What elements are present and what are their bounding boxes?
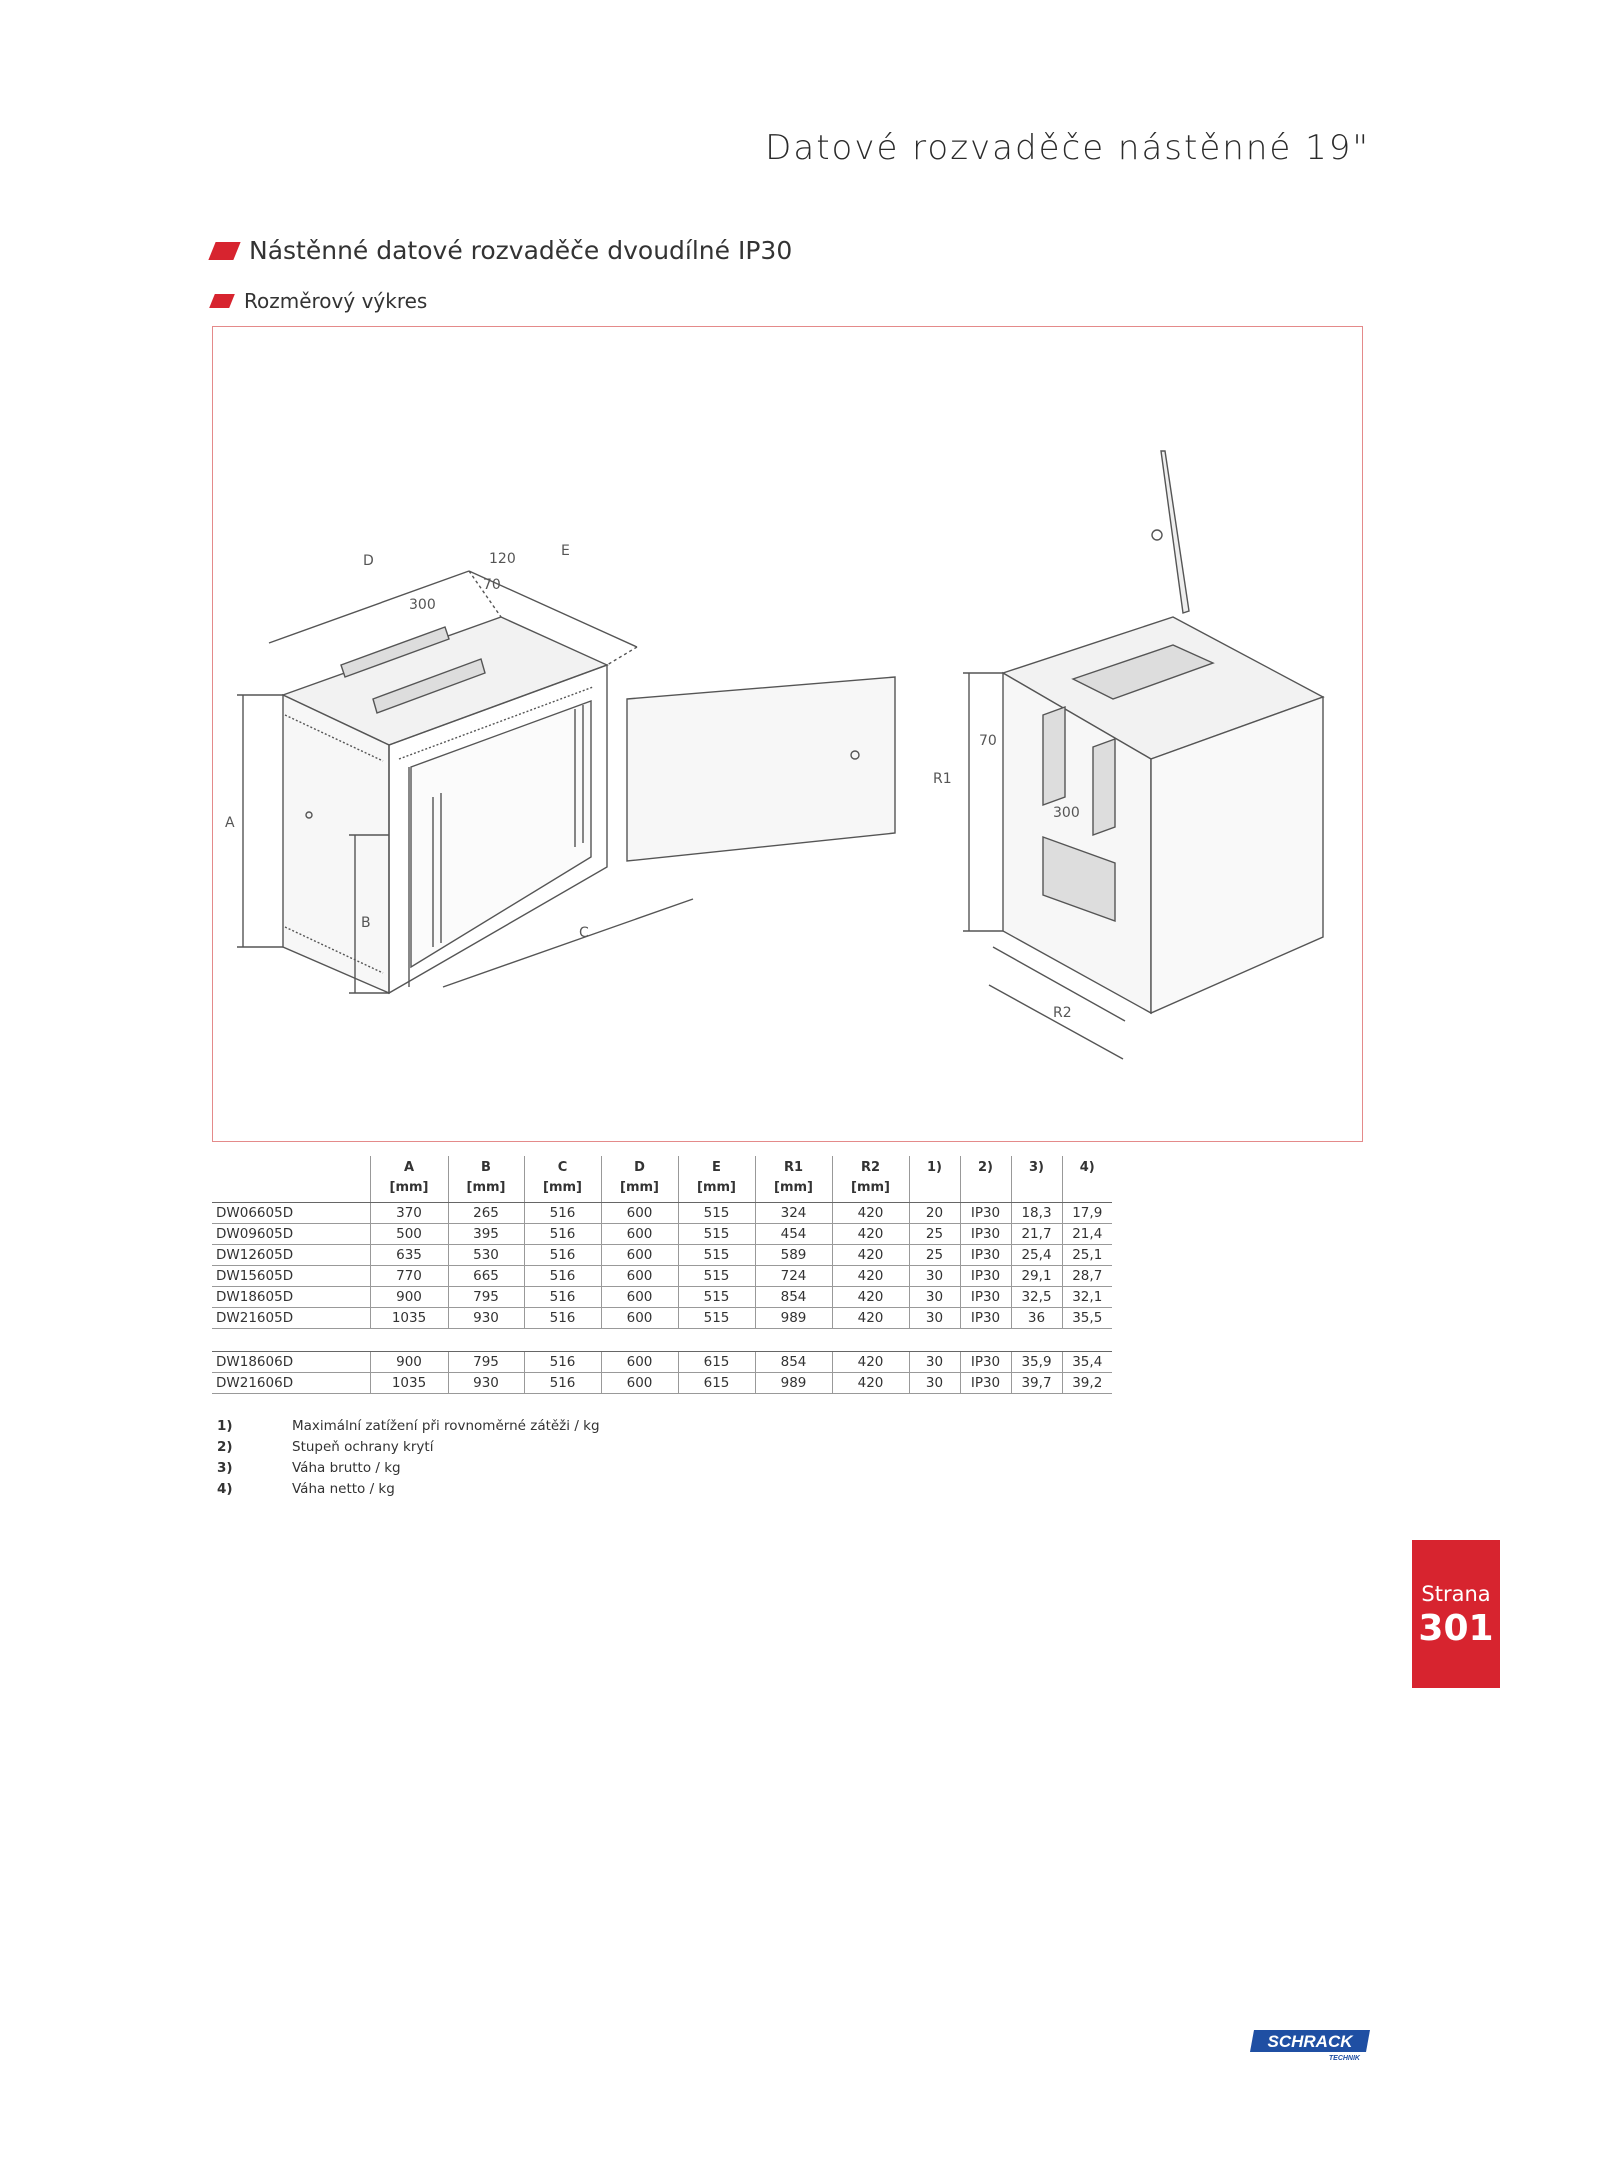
table-cell: 32,5 [1011,1287,1062,1308]
table-cell: IP30 [960,1308,1011,1329]
model-cell: DW09605D [212,1224,370,1245]
table-cell: 989 [755,1308,832,1329]
table-cell: 600 [601,1266,678,1287]
table-cell: 39,2 [1062,1373,1112,1394]
table-cell: 370 [370,1203,448,1224]
dim-label-r1: R1 [933,771,952,787]
table-cell: 615 [678,1352,755,1373]
table-cell: 420 [832,1224,909,1245]
table-cell: 615 [678,1373,755,1394]
red-bullet-icon [209,294,235,308]
table-header-cell: 1) [909,1156,960,1203]
table-header-cell [212,1156,370,1203]
table-header-cell: D [mm] [601,1156,678,1203]
table-cell: 930 [448,1373,524,1394]
table-cell: 420 [832,1245,909,1266]
table-cell: 420 [832,1352,909,1373]
model-cell: DW21606D [212,1373,370,1394]
table-cell: 795 [448,1287,524,1308]
table-header-cell: 4) [1062,1156,1112,1203]
table-cell: 530 [448,1245,524,1266]
table-header-cell: R1 [mm] [755,1156,832,1203]
table-row [212,1287,1112,1308]
svg-text:TECHNIK: TECHNIK [1328,2055,1360,2062]
table-cell: 600 [601,1224,678,1245]
table-cell: 515 [678,1287,755,1308]
table-cell: 28,7 [1062,1266,1112,1287]
table-cell: 516 [524,1308,601,1329]
table-cell: 39,7 [1011,1373,1062,1394]
model-cell: DW21605D [212,1308,370,1329]
table-row [212,1308,1112,1329]
table-cell: 17,9 [1062,1203,1112,1224]
dim-label-300-right: 300 [1053,805,1080,821]
table-cell: IP30 [960,1245,1011,1266]
table-row [212,1203,1112,1224]
dim-label-d: D [363,553,374,569]
table-cell: 515 [678,1224,755,1245]
table-cell: 324 [755,1203,832,1224]
table-cell: 854 [755,1352,832,1373]
table-cell: 420 [832,1287,909,1308]
table-cell: 395 [448,1224,524,1245]
table-cell: 516 [524,1287,601,1308]
left-cabinet-door [627,677,895,861]
table-cell: 900 [370,1287,448,1308]
dim-label-120: 120 [489,551,516,567]
table-header-cell: 2) [960,1156,1011,1203]
table-cell: 265 [448,1203,524,1224]
table-cell: 795 [448,1352,524,1373]
table-cell: 989 [755,1373,832,1394]
table-cell: 516 [524,1245,601,1266]
model-cell: DW15605D [212,1266,370,1287]
table-cell: 25,1 [1062,1245,1112,1266]
table-cell: 516 [524,1266,601,1287]
table-cell: IP30 [960,1352,1011,1373]
table-row [212,1373,1112,1394]
table-header-cell: A [mm] [370,1156,448,1203]
table-cell: 30 [909,1352,960,1373]
dimension-drawing [212,326,1363,1142]
section-heading-text: Nástěnné datové rozvaděče dvoudílné IP30 [249,236,793,265]
section-heading [212,236,792,265]
model-cell: DW06605D [212,1203,370,1224]
table-cell: 30 [909,1373,960,1394]
table-cell: 420 [832,1203,909,1224]
page-title: Datové rozvaděče nástěnné 19" [765,128,1370,168]
table-cell: 515 [678,1308,755,1329]
table-group-gap [212,1329,1112,1352]
table-cell: 21,4 [1062,1224,1112,1245]
table-cell: 35,9 [1011,1352,1062,1373]
page-number-badge [1412,1540,1500,1688]
table-cell: 600 [601,1308,678,1329]
table-row [212,1224,1112,1245]
cabinet-drawing-svg [213,327,1362,1141]
table-cell: 1035 [370,1308,448,1329]
table-cell: 516 [524,1373,601,1394]
table-cell: 930 [448,1308,524,1329]
table-row [212,1266,1112,1287]
table-row [212,1352,1112,1373]
dim-label-b: B [361,915,371,931]
table-cell: 665 [448,1266,524,1287]
table-cell: 600 [601,1287,678,1308]
section-subheading-text: Rozměrový výkres [244,289,428,313]
table-cell: 515 [678,1245,755,1266]
table-cell: 500 [370,1224,448,1245]
table-cell: 20 [909,1203,960,1224]
table-header-cell: R2 [mm] [832,1156,909,1203]
table-cell: 30 [909,1287,960,1308]
table-cell: IP30 [960,1203,1011,1224]
footnote-row: 3) Váha brutto / kg [217,1459,401,1476]
table-cell: 18,3 [1011,1203,1062,1224]
table-cell: 770 [370,1266,448,1287]
table-cell: 600 [601,1352,678,1373]
svg-text:SCHRACK: SCHRACK [1267,2032,1353,2051]
spec-table [212,1156,1112,1394]
table-header-cell: B [mm] [448,1156,524,1203]
red-bullet-icon [208,242,240,260]
table-cell: 25 [909,1224,960,1245]
table-cell: 30 [909,1308,960,1329]
table-cell: 454 [755,1224,832,1245]
table-cell: 854 [755,1287,832,1308]
dim-label-70: 70 [483,577,501,593]
model-cell: DW18606D [212,1352,370,1373]
model-cell: DW12605D [212,1245,370,1266]
table-header-cell: 3) [1011,1156,1062,1203]
table-cell: 29,1 [1011,1266,1062,1287]
footnote-row: 4) Váha netto / kg [217,1480,395,1497]
dim-label-e: E [561,543,570,559]
table-cell: 589 [755,1245,832,1266]
table-cell: IP30 [960,1287,1011,1308]
table-cell: 25 [909,1245,960,1266]
schrack-logo [1248,2026,1372,2062]
table-cell: 420 [832,1308,909,1329]
table-cell: 600 [601,1245,678,1266]
table-cell: 30 [909,1266,960,1287]
page-badge-label: Strana [1421,1582,1491,1606]
dim-label-c: C [579,925,589,941]
model-cell: DW18605D [212,1287,370,1308]
table-cell: 515 [678,1266,755,1287]
table-header-cell: E [mm] [678,1156,755,1203]
table-cell: 32,1 [1062,1287,1112,1308]
footnote-row: 1) Maximální zatížení při rovnoměrné zátěži / kg [217,1417,600,1434]
footnotes [217,1415,600,1499]
left-cabinet-opening [411,701,591,967]
table-cell: 515 [678,1203,755,1224]
table-cell: 900 [370,1352,448,1373]
table-header-row [212,1156,1112,1203]
dim-label-300: 300 [409,597,436,613]
table-cell: 600 [601,1373,678,1394]
table-cell: 420 [832,1373,909,1394]
table-row [212,1245,1112,1266]
dim-label-70-right: 70 [979,733,997,749]
table-cell: 1035 [370,1373,448,1394]
table-cell: 516 [524,1224,601,1245]
table-cell: 635 [370,1245,448,1266]
table-cell: 35,4 [1062,1352,1112,1373]
dim-label-r2: R2 [1053,1005,1072,1021]
right-cabinet-mount [1161,451,1189,613]
table-cell: 516 [524,1352,601,1373]
table-cell: 420 [832,1266,909,1287]
table-cell: 516 [524,1203,601,1224]
dim-label-a: A [225,815,235,831]
page-badge-number: 301 [1418,1608,1494,1649]
table-cell: IP30 [960,1266,1011,1287]
table-cell: 21,7 [1011,1224,1062,1245]
table-cell: 36 [1011,1308,1062,1329]
table-header-cell: C [mm] [524,1156,601,1203]
table-cell: IP30 [960,1373,1011,1394]
table-cell: IP30 [960,1224,1011,1245]
table-cell: 600 [601,1203,678,1224]
section-subheading [212,289,427,313]
table-cell: 35,5 [1062,1308,1112,1329]
table-cell: 25,4 [1011,1245,1062,1266]
footnote-row: 2) Stupeň ochrany krytí [217,1438,434,1455]
table-cell: 724 [755,1266,832,1287]
